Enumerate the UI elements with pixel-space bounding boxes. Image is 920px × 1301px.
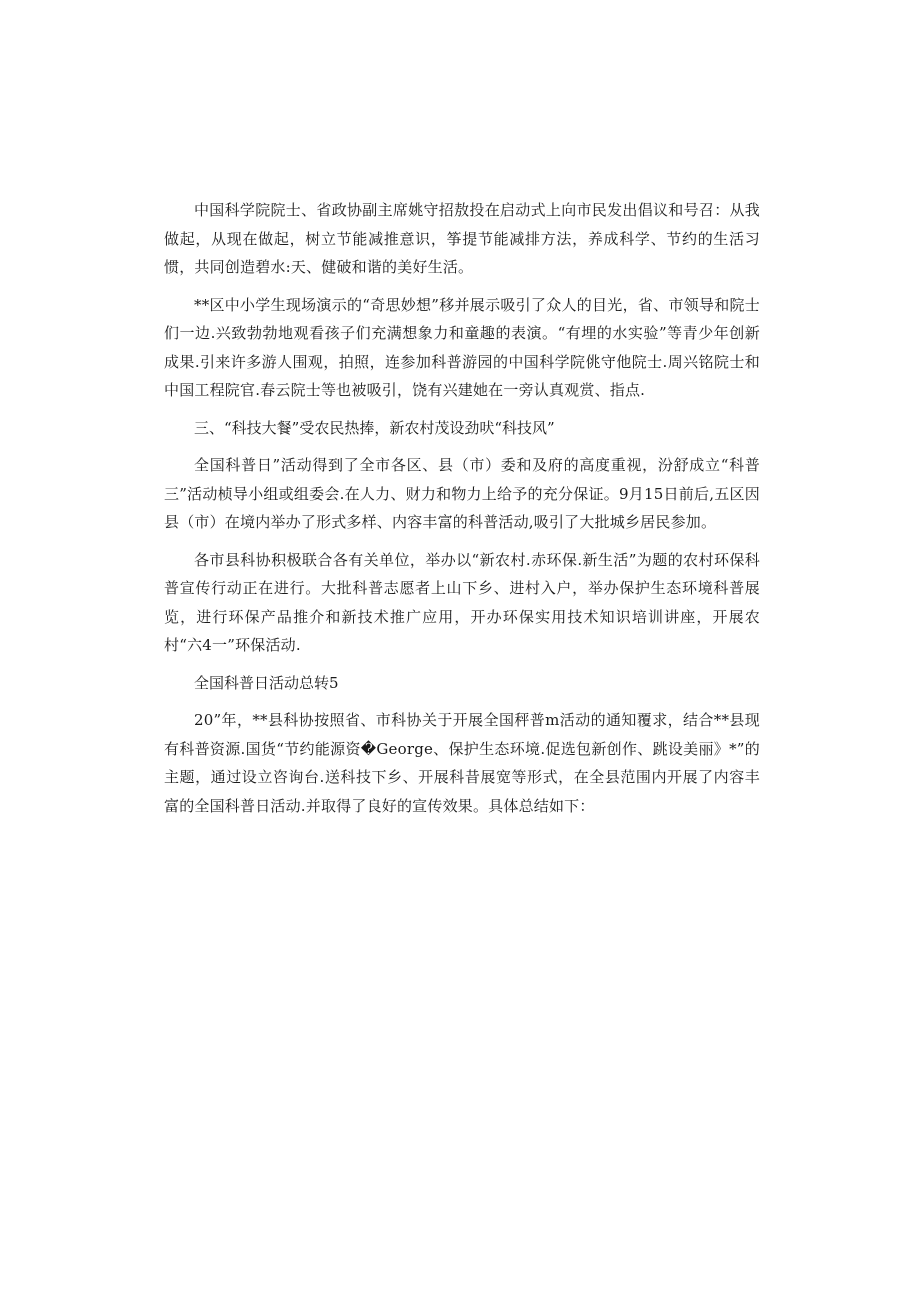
paragraph-rural-environment: 各市县科协积极联合各有关单位，举办以“新农村.赤环保.新生活”为题的农村环保科普宣传行动正在进行。大批科普志愿者上山下乡、进村入户，举办保护生态环境科普展览，进行环保产品推介和新技术推广应用，开办环保实用技术知识培训讲座，开展农村“六4一”环保活动. (164, 550, 760, 654)
section-heading-summary: 全国科普日活动总转5 (194, 673, 339, 692)
section-heading-three: 三、“科技大餐”受农民热捧，新农村茂设劲吠“科技风” (194, 418, 555, 437)
paragraph-national-science-day: 全国科普日”活动得到了全市各区、县（市）委和及府的高度重视，汾舒成立“科普三”活动桢导小组或组委会.在人力、财力和物力上给予的充分保证。9月15日前后,五区因县（市）在境内举办了形式多样、内容丰富的科普活动,吸引了大批城乡居民参加。 (164, 456, 760, 531)
paragraph-appeal: 中国科学院院士、省政协副主席姚守招敖投在启动式上向市民发出倡议和号召：从我做起，从现在做起，树立节能减推意识，筝提节能减排方法，养成科学、节约的生活习惯，共同创造碧水:天、健破和谐的美好生活。 (164, 201, 760, 276)
paragraph-county-summary: 20”年，**县科协按照省、市科协关于开展全国秤普m活动的通知覆求，结合**县现有科普资源.国货“节约能源资�George、保护生态环境.促选包新创作、跳设美丽》*”的主题，通过设立咨询台.送科技下乡、开展科昔展宽等形式，在全县范围内开展了内容丰富的全国科普日活动.并取得了良好的宣传效果。具体总结如下： (164, 711, 760, 815)
paragraph-students-demo: **区中小学生现场演示的“奇思妙想”移并展示吸引了众人的目光，省、市领导和院士们一边.兴致勃勃地观看孩子们充满想象力和童趣的表演。“有埋的水实验”等青少年创新成果.引来许多游人围观，拍照，连参加科普游园的中国科学院佻守他院士.周兴铭院士和中国工程院官.春云院士等也被吸引，饶有兴建她在一旁认真观赏、指点. (164, 295, 760, 399)
document-body (164, 196, 760, 829)
